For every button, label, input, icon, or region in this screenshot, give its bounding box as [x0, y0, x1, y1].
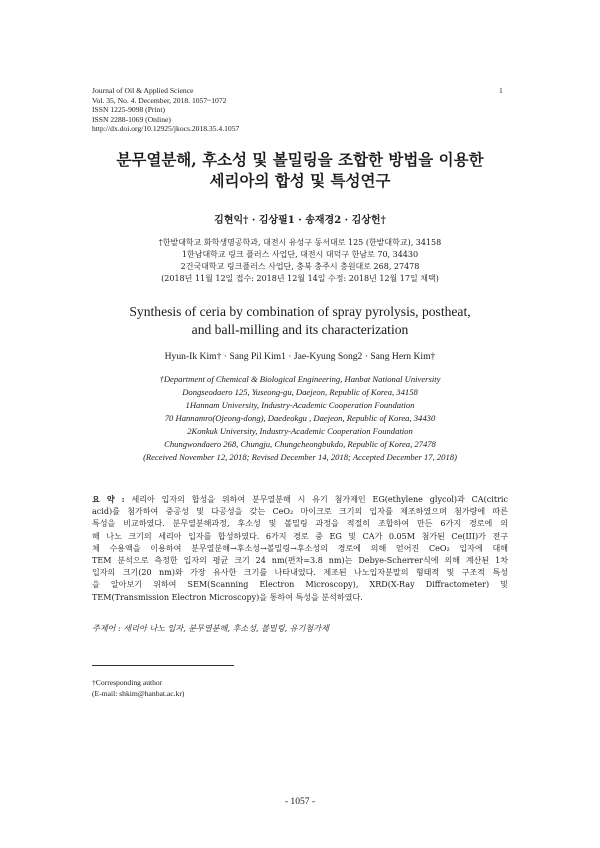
english-affiliation: 70 Hannamro(Ojeong-dong), Daedeokgu , Daejeon, Republic of Korea, 34430: [164, 413, 436, 423]
abstract-label: 요 약 :: [92, 494, 125, 504]
korean-affiliation: †한밭대학교 화학생명공학과, 대전시 유성구 동서대로 125 (한밭대학교), 34158: [158, 238, 442, 247]
abstract-line: 특성을 비교하였다. 분무열분해과정, 후소성 및 볼밀링 과정을 적절히 조합하여 만든 6가지 경로에 의: [92, 519, 508, 529]
keywords: 주제어 : 세리아 나노 입자, 분무열분해, 후소성, 볼밀링, 유기첨가제: [92, 623, 329, 633]
journal-info: [92, 86, 239, 134]
korean-title-line-2: 세리아의 합성 및 특성연구: [209, 171, 391, 190]
english-title-line-2: and ball-milling and its characterization: [191, 322, 409, 337]
issn-online: ISSN 2288-1069 (Online): [92, 114, 171, 124]
footnote: [92, 677, 184, 699]
english-affiliation: Chungwondaero 268, Chungju, Chungcheongbukdo, Republic of Korea, 27478: [164, 439, 436, 449]
abstract-line: TEM 분석으로 측정한 입자의 평균 크기 24 nm(편차=3.8 nm)는 Debye-Scherrer식에 의해 계산된 1차: [92, 556, 508, 566]
abstract-line: acid)를 첨가하여 중공성 및 다공성을 갖는 CeO₂ 마이크로 크기의 입자를 제조하였으며 첨가량에 따른: [92, 507, 508, 517]
korean-affiliation: 1한남대학교 링크 플러스 사업단, 대전시 대덕구 한남로 70, 34430: [181, 250, 419, 259]
korean-authors: 김현익† · 김상필1 · 송재경2 · 김상헌†: [214, 215, 386, 226]
abstract: [92, 493, 508, 604]
page-number: - 1057 -: [284, 796, 316, 807]
korean-title-line-1: 분무열분해, 후소성 및 볼밀링을 조합한 방법을 이용한: [116, 150, 484, 169]
page-corner-number: 1: [499, 86, 503, 95]
english-authors: Hyun-Ik Kim† · Sang Pil Kim1 · Jae-Kyung Song2 · Sang Hern Kim†: [164, 351, 436, 362]
journal-name: Journal of Oil & Applied Science: [92, 86, 194, 95]
korean-affiliation: 2건국대학교 링크플러스 사업단, 충북 충주시 충원대로 268, 27478: [180, 262, 420, 271]
abstract-line: 체 수용액을 이용하여 분무열분해→후소성→볼밀링→후소성의 경로에 의해 얻어진 CeO₂ 입자에 대해: [92, 543, 508, 553]
corresponding-author-note: †Corresponding author: [92, 678, 163, 687]
english-affiliation: 1Hannam University, Industry-Academic Cooperation Foundation: [185, 400, 415, 410]
journal-volume: Vol. 35, No. 4. December, 2018. 1057~1072: [92, 95, 227, 105]
doi-link[interactable]: http://dx.doi.org/10.12925/jkocs.2018.35.4.1057: [92, 124, 240, 134]
received-dates-english: (Received November 12, 2018; Revised December 14, 2018; Accepted December 17, 2018): [143, 452, 457, 462]
abstract-line: 해 나노 크기의 세리아 입자를 합성하였다. 6가지 경로 중 EG 및 CA가 0.05M 첨가된 Ce(III)가 전구: [92, 531, 508, 541]
abstract-line: 입자의 크기(20 nm)와 가장 유사한 크기를 나타내었다. 제조된 나노입자분말의 형태적 및 구조적 특성: [92, 568, 508, 578]
english-title-line-1: Synthesis of ceria by combination of spray pyrolysis, postheat,: [129, 304, 471, 319]
english-affiliation: †Department of Chemical & Biological Engineering, Hanbat National University: [159, 374, 441, 384]
abstract-line: 요 약 : 세리아 입자의 합성을 위하여 분무열분해 시 유기 첨가제인 EG(ethylene glycol)과 CA(citric: [92, 494, 508, 504]
abstract-line: TEM(Transmission Electron Microscopy)을 통하여 특성을 분석하였다.: [92, 592, 363, 602]
issn-print: ISSN 1225-9098 (Print): [92, 105, 165, 115]
footnote-divider: [92, 665, 234, 666]
abstract-line: 을 알아보기 위하여 SEM(Scanning Electron Microscopy), XRD(X-Ray Diffractometer) 및: [92, 580, 508, 590]
corresponding-author-email: (E-mail: shkim@hanbat.ac.kr): [92, 689, 185, 698]
english-affiliation: 2Konkuk University, Industry-Academic Cooperation Foundation: [187, 426, 413, 436]
received-dates-korean: (2018년 11월 12일 접수: 2018년 12월 14일 수정: 2018년 12월 17일 채택): [161, 274, 439, 283]
english-affiliation: Dongseodaero 125, Yuseong-gu, Daejeon, Republic of Korea, 34158: [182, 387, 418, 397]
